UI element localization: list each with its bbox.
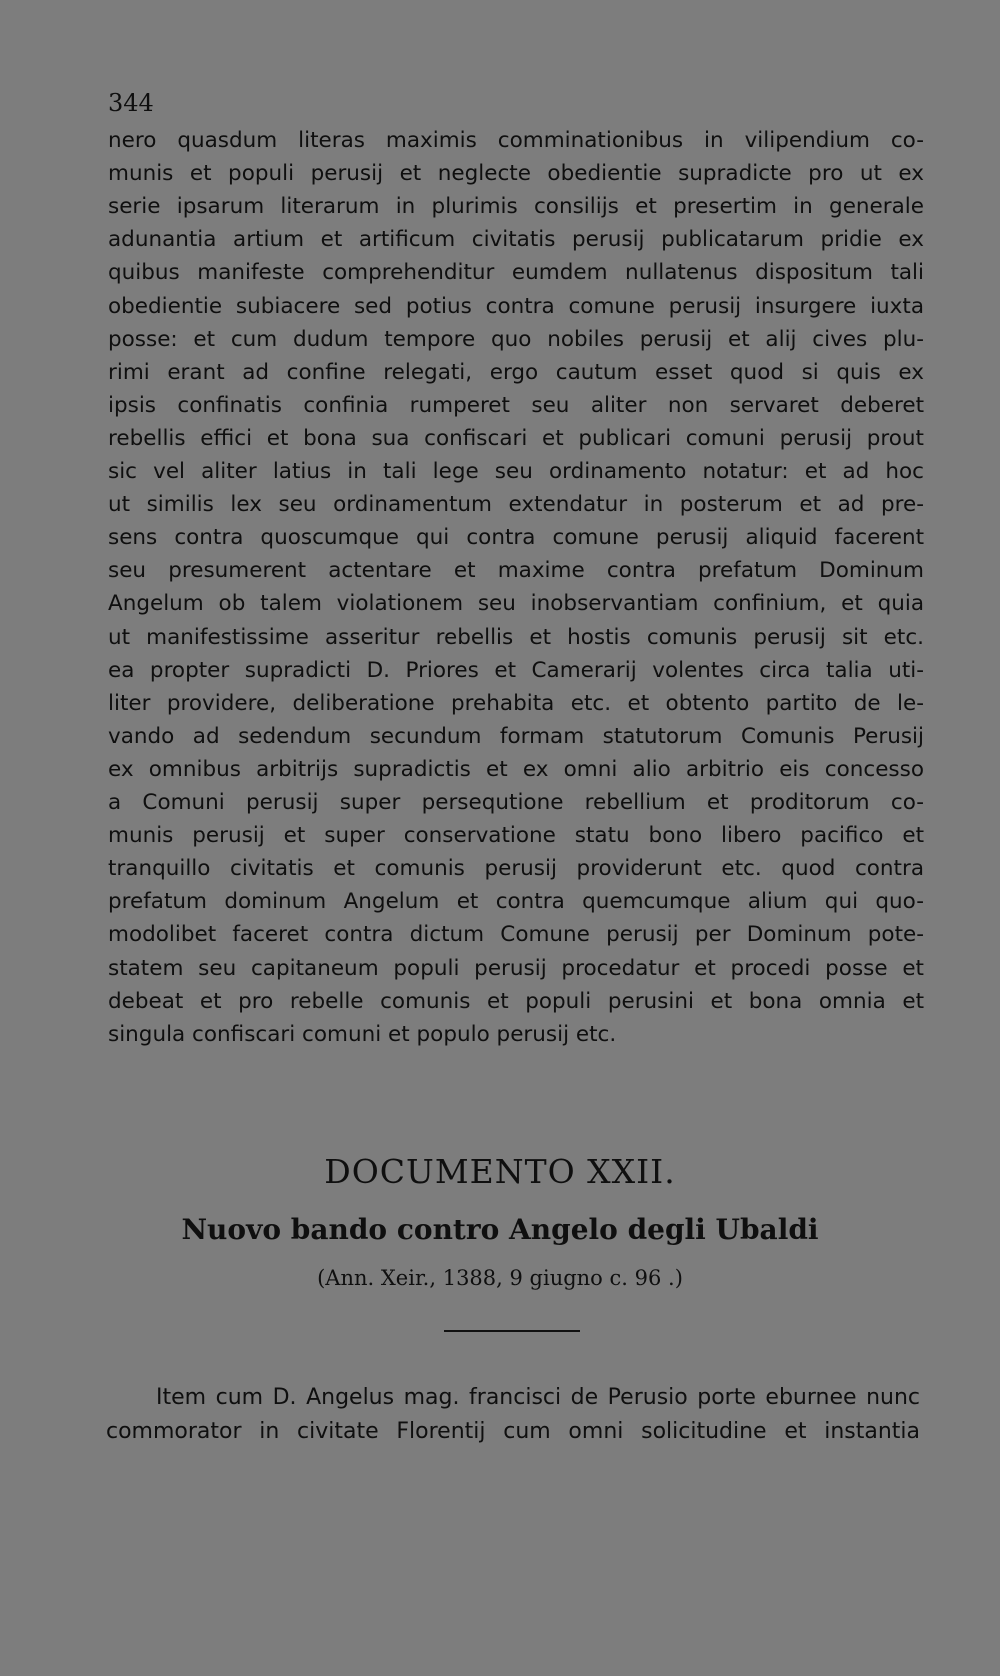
paragraph-line: commorator in civitate Florentij cum omni solicitudine et instantia xyxy=(106,1419,920,1444)
body-line: modolibet faceret contra dictum Comune perusij per Dominum pote- xyxy=(108,922,924,947)
body-line: vando ad sedendum secundum formam statutorum Comunis Perusij xyxy=(108,724,924,749)
body-line: rebellis effici et bona sua confiscari et publicari comuni perusij prout xyxy=(108,426,924,451)
body-line: ipsis confinatis confinia rumperet seu aliter non servaret deberet xyxy=(108,393,924,418)
body-line: tranquillo civitatis et comunis perusij providerunt etc. quod contra xyxy=(108,856,924,881)
body-line: posse: et cum dudum tempore quo nobiles perusij et alij cives plu- xyxy=(108,327,924,352)
body-line: Angelum ob talem violationem seu inobservantiam confinium, et quia xyxy=(108,591,924,616)
body-line: nero quasdum literas maximis comminationibus in vilipendium co- xyxy=(108,128,924,153)
document-source: (Ann. Xeir., 1388, 9 giugno c. 96 .) xyxy=(317,1266,683,1290)
body-line: ea propter supradicti D. Priores et Camerarij volentes circa talia uti- xyxy=(108,658,924,683)
separator-rule xyxy=(444,1330,580,1332)
body-line: statem seu capitaneum populi perusij procedatur et procedi posse et xyxy=(108,956,924,981)
paragraph-line: Item cum D. Angelus mag. francisci de Perusio porte eburnee nunc xyxy=(156,1385,920,1410)
body-line: sic vel aliter latius in tali lege seu ordinamento notatur: et ad hoc xyxy=(108,459,924,484)
body-line: liter providere, deliberatione prehabita etc. et obtento partito de le- xyxy=(108,691,924,716)
body-line: munis perusij et super conservatione statu bono libero pacifico et xyxy=(108,823,924,848)
body-line: rimi erant ad confine relegati, ergo cautum esset quod si quis ex xyxy=(108,360,924,385)
body-line: debeat et pro rebelle comunis et populi perusini et bona omnia et xyxy=(108,989,924,1014)
body-line: ex omnibus arbitrijs supradictis et ex omni alio arbitrio eis concesso xyxy=(108,757,924,782)
body-line: obedientie subiacere sed potius contra comune perusij insurgere iuxta xyxy=(108,294,924,319)
body-line: singula confiscari comuni et populo perusij etc. xyxy=(108,1022,617,1047)
body-line: quibus manifeste comprehenditur eumdem nullatenus dispositum tali xyxy=(108,260,924,285)
body-line: sens contra quoscumque qui contra comune perusij aliquid facerent xyxy=(108,525,924,550)
body-line: adunantia artium et artificum civitatis perusij publicatarum pridie ex xyxy=(108,227,924,252)
body-line: munis et populi perusij et neglecte obedientie supradicte pro ut ex xyxy=(108,161,924,186)
body-line: seu presumerent actentare et maxime contra prefatum Dominum xyxy=(108,558,924,583)
body-line: serie ipsarum literarum in plurimis consilijs et presertim in generale xyxy=(108,194,924,219)
page-number: 344 xyxy=(108,89,154,117)
body-line: ut similis lex seu ordinamentum extendatur in posterum et ad pre- xyxy=(108,492,924,517)
document-title: DOCUMENTO XXII. xyxy=(324,1152,676,1191)
document-subtitle: Nuovo bando contro Angelo degli Ubaldi xyxy=(181,1213,819,1246)
body-line: prefatum dominum Angelum et contra quemcumque alium qui quo- xyxy=(108,889,924,914)
body-line: a Comuni perusij super persequtione rebellium et proditorum co- xyxy=(108,790,924,815)
body-line: ut manifestissime asseritur rebellis et hostis comunis perusij sit etc. xyxy=(108,625,924,650)
